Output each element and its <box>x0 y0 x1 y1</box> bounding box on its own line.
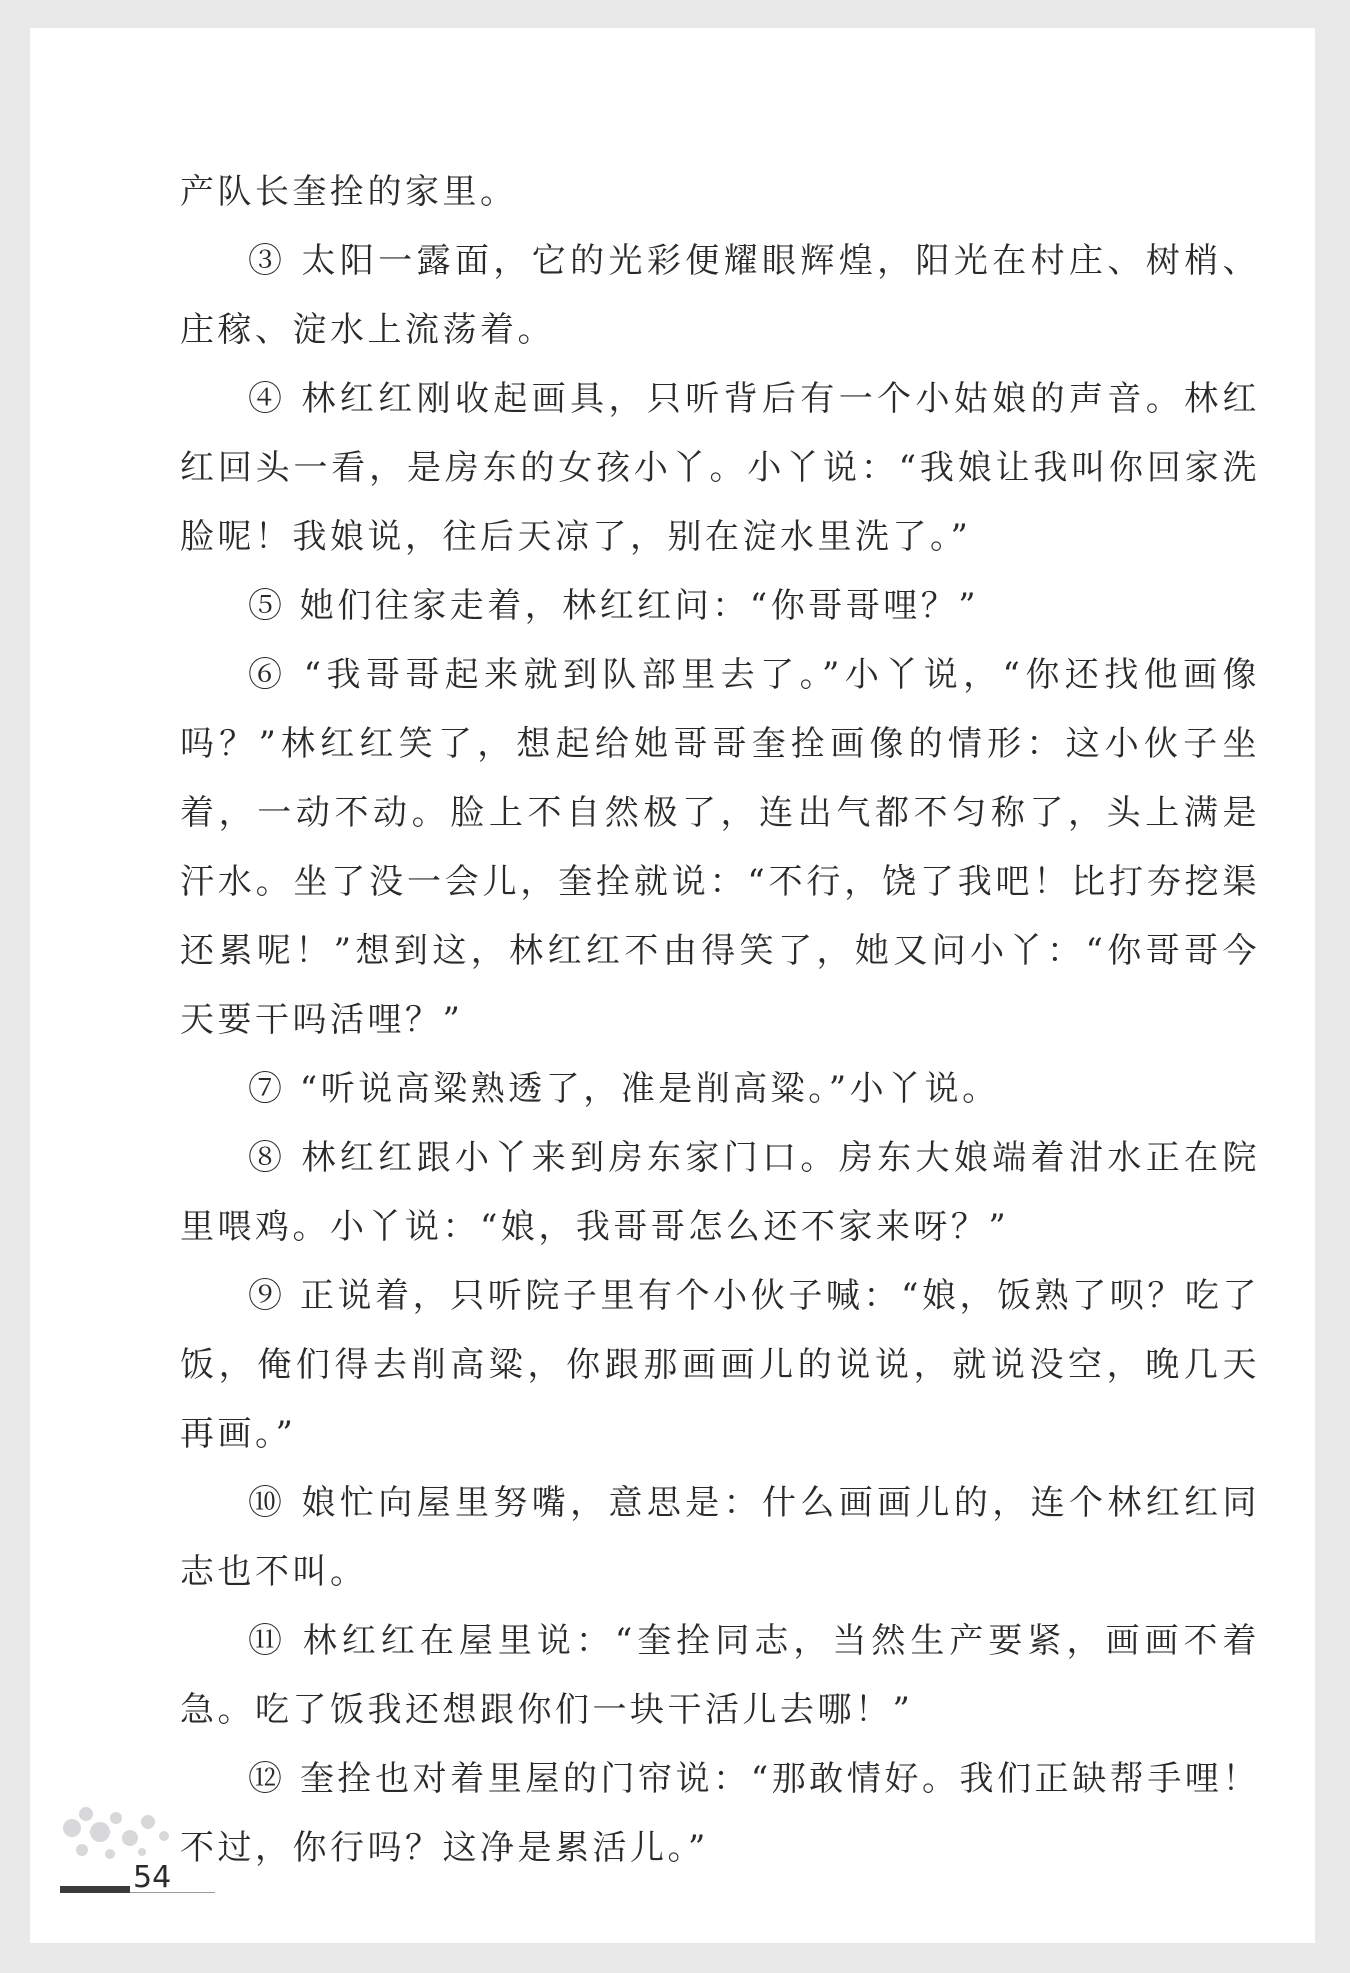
paragraph: ③ 太阳一露面，它的光彩便耀眼辉煌，阳光在村庄、树梢、庄稼、淀水上流荡着。 <box>180 241 1260 350</box>
paragraph: ⑧ 林红红跟小丫来到房东家门口。房东大娘端着泔水正在院里喂鸡。小丫说：“娘，我哥哥怎么还不家来呀？” <box>180 1138 1260 1247</box>
paragraph: ⑫ 奎拴也对着里屋的门帘说：“那敢情好。我们正缺帮手哩！不过，你行吗？这净是累活儿。” <box>180 1759 1260 1868</box>
page-number: 54 <box>133 1860 172 1895</box>
paragraph: ④ 林红红刚收起画具，只听背后有一个小姑娘的声音。林红红回头一看，是房东的女孩小丫。小丫说：“我娘让我叫你回家洗脸呢！我娘说，往后天凉了，别在淀水里洗了。” <box>180 379 1260 557</box>
page-number-bar <box>60 1886 130 1893</box>
paragraph: ⑨ 正说着，只听院子里有个小伙子喊：“娘，饭熟了呗？吃了饭，俺们得去削高粱，你跟那画画儿的说说，就说没空，晚几天再画。” <box>180 1276 1260 1454</box>
book-page <box>30 28 1315 1943</box>
paragraph: ⑤ 她们往家走着，林红红问：“你哥哥哩？” <box>248 586 980 626</box>
paragraph: ⑪ 林红红在屋里说：“奎拴同志，当然生产要紧，画画不着急。吃了饭我还想跟你们一块干活儿去哪！” <box>180 1621 1260 1730</box>
paragraph: ⑦ “听说高粱熟透了，准是削高粱。”小丫说。 <box>248 1069 1000 1109</box>
body-text <box>180 158 1260 1883</box>
paragraph: ⑩ 娘忙向屋里努嘴，意思是：什么画画儿的，连个林红红同志也不叫。 <box>180 1483 1260 1592</box>
paragraph: 产队长奎拴的家里。 <box>180 172 518 212</box>
page-number-block <box>60 1856 185 1906</box>
paragraph: ⑥ “我哥哥起来就到队部里去了。”小丫说，“你还找他画像吗？”林红红笑了，想起给她哥哥奎拴画像的情形：这小伙子坐着，一动不动。脸上不自然极了，连出气都不匀称了，头上满是汗水。坐了没一会儿，奎拴就说：“不行，饶了我吧！比打夯挖渠还累呢！”想到这，林红红不由得笑了，她又问小丫：“你哥哥今天要干吗活哩？” <box>180 655 1260 1040</box>
